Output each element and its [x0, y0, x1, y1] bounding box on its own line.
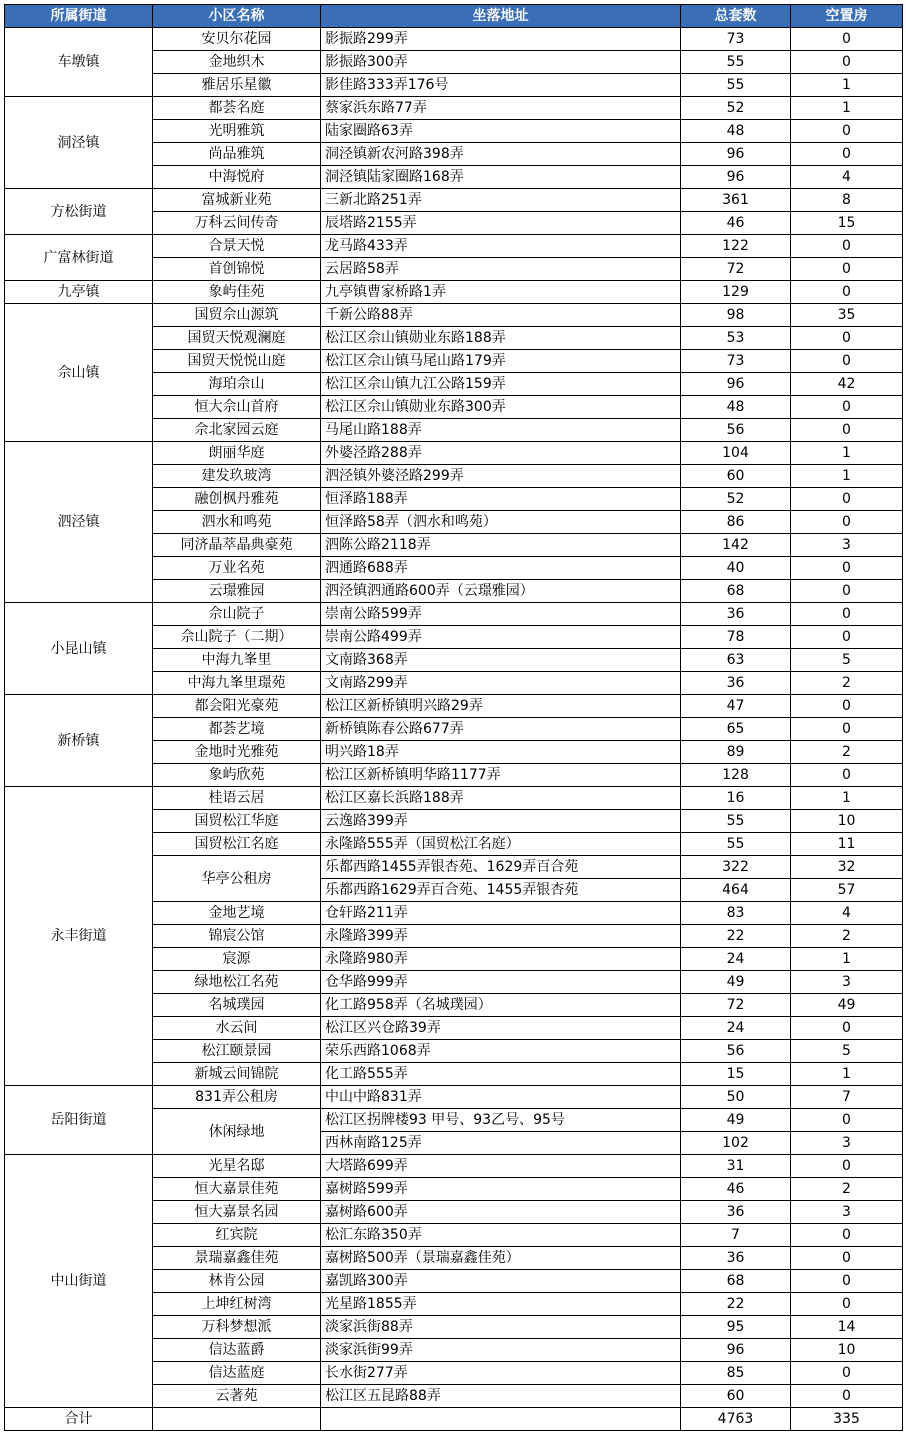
community-name-cell: 万业名苑: [153, 557, 321, 580]
total-units-cell: 36: [681, 672, 791, 695]
total-units-cell: 83: [681, 902, 791, 925]
vacant-units-cell: 0: [791, 281, 903, 304]
total-units-cell: 49: [681, 1109, 791, 1132]
vacant-units-cell: 3: [791, 1132, 903, 1155]
community-name-cell: 云著苑: [153, 1385, 321, 1408]
community-name-cell: 海珀佘山: [153, 373, 321, 396]
total-units-cell: 60: [681, 465, 791, 488]
header-name: 小区名称: [153, 5, 321, 28]
total-units-cell: 49: [681, 971, 791, 994]
total-units-cell: 464: [681, 879, 791, 902]
header-vacant: 空置房: [791, 5, 903, 28]
total-units-cell: 322: [681, 856, 791, 879]
vacant-units-cell: 14: [791, 1316, 903, 1339]
vacant-units-cell: 0: [791, 327, 903, 350]
total-units-cell: 86: [681, 511, 791, 534]
community-name-cell: 云璟雅园: [153, 580, 321, 603]
total-units-cell: 73: [681, 350, 791, 373]
community-name-cell: 中海悦府: [153, 166, 321, 189]
vacant-units-cell: 0: [791, 718, 903, 741]
street-cell: 岳阳街道: [5, 1086, 153, 1155]
address-cell: 龙马路433弄: [321, 235, 681, 258]
vacancy-table: [4, 4, 903, 1431]
table-row: [5, 442, 903, 465]
community-name-cell: 金地织木: [153, 51, 321, 74]
vacant-units-cell: 0: [791, 1224, 903, 1247]
total-units-cell: 48: [681, 120, 791, 143]
community-name-cell: 金地时光雅苑: [153, 741, 321, 764]
address-cell: 长水街277弄: [321, 1362, 681, 1385]
community-name-cell: 中海九峯里: [153, 649, 321, 672]
address-cell: 新桥镇陈春公路677弄: [321, 718, 681, 741]
vacant-units-cell: 0: [791, 120, 903, 143]
header-street: 所属街道: [5, 5, 153, 28]
address-cell: 泗通路688弄: [321, 557, 681, 580]
community-name-cell: 松江颐景园: [153, 1040, 321, 1063]
address-cell: 仓华路999弄: [321, 971, 681, 994]
community-name-cell: 富城新业苑: [153, 189, 321, 212]
community-name-cell: 佘北家园云庭: [153, 419, 321, 442]
address-cell: 松江区五昆路88弄: [321, 1385, 681, 1408]
total-units-cell: 22: [681, 925, 791, 948]
address-cell: 影佳路333弄176号: [321, 74, 681, 97]
vacant-units-cell: 0: [791, 28, 903, 51]
community-name-cell: 国贸松江名庭: [153, 833, 321, 856]
total-units-cell: 128: [681, 764, 791, 787]
total-row: [5, 1408, 903, 1431]
total-units-cell: 142: [681, 534, 791, 557]
total-units-cell: 46: [681, 212, 791, 235]
street-cell: 小昆山镇: [5, 603, 153, 695]
total-units-cell: 73: [681, 28, 791, 51]
total-units-cell: 22: [681, 1293, 791, 1316]
address-cell: 三新北路251弄: [321, 189, 681, 212]
street-cell: 永丰街道: [5, 787, 153, 1086]
address-cell: 泗泾镇外婆泾路299弄: [321, 465, 681, 488]
community-name-cell: 上坤红树湾: [153, 1293, 321, 1316]
address-cell: 嘉树路600弄: [321, 1201, 681, 1224]
vacant-units-cell: 57: [791, 879, 903, 902]
community-name-cell: 雅居乐星徽: [153, 74, 321, 97]
community-name-cell: 林肯公园: [153, 1270, 321, 1293]
address-cell: 蔡家浜东路77弄: [321, 97, 681, 120]
total-units-cell: 96: [681, 1339, 791, 1362]
total-units-cell: 60: [681, 1385, 791, 1408]
vacant-units-cell: 35: [791, 304, 903, 327]
address-cell: 泗陈公路2118弄: [321, 534, 681, 557]
vacant-units-cell: 1: [791, 74, 903, 97]
total-units-cell: 361: [681, 189, 791, 212]
address-cell: 马尾山路188弄: [321, 419, 681, 442]
community-name-cell: 锦宸公馆: [153, 925, 321, 948]
total-units-cell: 36: [681, 1201, 791, 1224]
community-name-cell: 水云间: [153, 1017, 321, 1040]
table-row: [5, 603, 903, 626]
community-name-cell: 融创枫丹雅苑: [153, 488, 321, 511]
address-cell: 化工路555弄: [321, 1063, 681, 1086]
address-cell: 明兴路18弄: [321, 741, 681, 764]
street-cell: 佘山镇: [5, 304, 153, 442]
total-units-cell: 85: [681, 1362, 791, 1385]
address-cell: 松江区佘山镇马尾山路179弄: [321, 350, 681, 373]
total-units-cell: 36: [681, 1247, 791, 1270]
total-units-cell: 50: [681, 1086, 791, 1109]
address-cell: 泗泾镇泗通路600弄（云璟雅园）: [321, 580, 681, 603]
vacant-units-cell: 3: [791, 534, 903, 557]
vacant-units-cell: 0: [791, 51, 903, 74]
community-name-cell: 光明雅筑: [153, 120, 321, 143]
vacant-units-cell: 0: [791, 143, 903, 166]
address-cell: 永隆路555弄（国贸松江名庭）: [321, 833, 681, 856]
address-cell: 文南路299弄: [321, 672, 681, 695]
community-name-cell: 国贸天悦观澜庭: [153, 327, 321, 350]
total-units-cell: 55: [681, 833, 791, 856]
vacant-units-cell: 15: [791, 212, 903, 235]
address-cell: 陆家圈路63弄: [321, 120, 681, 143]
community-name-cell: 象屿佳苑: [153, 281, 321, 304]
address-cell: 嘉树路599弄: [321, 1178, 681, 1201]
address-cell: 光星路1855弄: [321, 1293, 681, 1316]
address-cell: 松江区拐牌楼93 甲号、93乙号、95号: [321, 1109, 681, 1132]
street-cell: 方松街道: [5, 189, 153, 235]
vacant-units-cell: 0: [791, 603, 903, 626]
address-cell: 永隆路980弄: [321, 948, 681, 971]
community-name-cell: 红宾院: [153, 1224, 321, 1247]
table-row: [5, 1155, 903, 1178]
community-name-cell: 新城云间锦院: [153, 1063, 321, 1086]
header-total: 总套数: [681, 5, 791, 28]
address-cell: 永隆路399弄: [321, 925, 681, 948]
community-name-cell: 万科梦想派: [153, 1316, 321, 1339]
address-cell: 松江区兴仓路39弄: [321, 1017, 681, 1040]
address-cell: 千新公路88弄: [321, 304, 681, 327]
total-units-cell: 68: [681, 580, 791, 603]
address-cell: 嘉凯路300弄: [321, 1270, 681, 1293]
address-cell: 恒泽路188弄: [321, 488, 681, 511]
table-row: [5, 787, 903, 810]
community-name-cell: 景瑞嘉鑫佳苑: [153, 1247, 321, 1270]
street-cell: 泗泾镇: [5, 442, 153, 603]
table-row: [5, 304, 903, 327]
address-cell: 文南路368弄: [321, 649, 681, 672]
total-units-cell: 16: [681, 787, 791, 810]
street-cell: 九亭镇: [5, 281, 153, 304]
total-units-cell: 63: [681, 649, 791, 672]
community-name-cell: 名城璞园: [153, 994, 321, 1017]
total-units-cell: 48: [681, 396, 791, 419]
total-units-cell: 36: [681, 603, 791, 626]
total-units-cell: 24: [681, 948, 791, 971]
vacant-units-cell: 0: [791, 1109, 903, 1132]
community-name-cell: 宸源: [153, 948, 321, 971]
vacant-units-cell: 0: [791, 626, 903, 649]
community-name-cell: 国贸天悦悦山庭: [153, 350, 321, 373]
address-cell: 嘉树路500弄（景瑞嘉鑫佳苑）: [321, 1247, 681, 1270]
community-name-cell: 首创锦悦: [153, 258, 321, 281]
community-name-cell: 桂语云居: [153, 787, 321, 810]
table-row: [5, 97, 903, 120]
total-units-cell: 55: [681, 51, 791, 74]
community-name-cell: 金地艺境: [153, 902, 321, 925]
vacant-units-cell: 0: [791, 350, 903, 373]
total-units-cell: 102: [681, 1132, 791, 1155]
community-name-cell: 佘山院子: [153, 603, 321, 626]
community-name-cell: 831弄公租房: [153, 1086, 321, 1109]
vacant-units-cell: 1: [791, 465, 903, 488]
community-name-cell: 华亭公租房: [153, 856, 321, 902]
total-units-cell: 55: [681, 810, 791, 833]
vacant-units-cell: 2: [791, 925, 903, 948]
table-body: [5, 28, 903, 1408]
total-units-cell: 96: [681, 166, 791, 189]
address-cell: 荣乐西路1068弄: [321, 1040, 681, 1063]
total-units-cell: 40: [681, 557, 791, 580]
vacant-units-cell: 2: [791, 672, 903, 695]
address-cell: 洞泾镇新农河路398弄: [321, 143, 681, 166]
address-cell: 松江区佘山镇勋业东路300弄: [321, 396, 681, 419]
total-units-cell: 47: [681, 695, 791, 718]
total-units-cell: 24: [681, 1017, 791, 1040]
address-cell: 松江区佘山镇勋业东路188弄: [321, 327, 681, 350]
vacant-units-cell: 0: [791, 1247, 903, 1270]
community-name-cell: 都荟名庭: [153, 97, 321, 120]
vacant-units-cell: 0: [791, 1155, 903, 1178]
total-label: 合计: [5, 1408, 153, 1431]
vacant-units-cell: 0: [791, 258, 903, 281]
street-cell: 洞泾镇: [5, 97, 153, 189]
community-name-cell: 恒大佘山首府: [153, 396, 321, 419]
address-cell: 恒泽路58弄（泗水和鸣苑）: [321, 511, 681, 534]
total-address-empty: [321, 1408, 681, 1431]
street-cell: 车墩镇: [5, 28, 153, 97]
community-name-cell: 合景天悦: [153, 235, 321, 258]
address-cell: 云居路58弄: [321, 258, 681, 281]
vacant-units-cell: 49: [791, 994, 903, 1017]
community-name-cell: 国贸松江华庭: [153, 810, 321, 833]
total-units-cell: 7: [681, 1224, 791, 1247]
community-name-cell: 国贸佘山源筑: [153, 304, 321, 327]
address-cell: 大塔路699弄: [321, 1155, 681, 1178]
street-cell: 新桥镇: [5, 695, 153, 787]
total-units-cell: 52: [681, 488, 791, 511]
vacant-units-cell: 1: [791, 1063, 903, 1086]
address-cell: 松江区佘山镇九江公路159弄: [321, 373, 681, 396]
community-name-cell: 尚品雅筑: [153, 143, 321, 166]
community-name-cell: 恒大嘉景名园: [153, 1201, 321, 1224]
vacant-units-cell: 1: [791, 787, 903, 810]
vacant-units-cell: 0: [791, 695, 903, 718]
table-footer: [5, 1408, 903, 1431]
vacant-units-cell: 0: [791, 396, 903, 419]
community-name-cell: 都荟艺境: [153, 718, 321, 741]
community-name-cell: 象屿欣苑: [153, 764, 321, 787]
community-name-cell: 信达蓝爵: [153, 1339, 321, 1362]
vacant-units-cell: 1: [791, 948, 903, 971]
vacant-units-cell: 0: [791, 1017, 903, 1040]
address-cell: 九亭镇曹家桥路1弄: [321, 281, 681, 304]
vacant-units-cell: 0: [791, 1385, 903, 1408]
total-units-cell: 56: [681, 419, 791, 442]
table-row: [5, 189, 903, 212]
address-cell: 淡家浜街88弄: [321, 1316, 681, 1339]
vacant-units-cell: 5: [791, 1040, 903, 1063]
vacant-units-cell: 0: [791, 580, 903, 603]
total-units-cell: 46: [681, 1178, 791, 1201]
community-name-cell: 信达蓝庭: [153, 1362, 321, 1385]
community-name-cell: 绿地松江名苑: [153, 971, 321, 994]
total-units-cell: 72: [681, 258, 791, 281]
vacant-units-cell: 1: [791, 442, 903, 465]
address-cell: 崇南公路499弄: [321, 626, 681, 649]
total-units-cell: 104: [681, 442, 791, 465]
community-name-cell: 安贝尔花园: [153, 28, 321, 51]
address-cell: 松汇东路350弄: [321, 1224, 681, 1247]
community-name-cell: 都会阳光豪苑: [153, 695, 321, 718]
address-cell: 外婆泾路288弄: [321, 442, 681, 465]
total-units-cell: 15: [681, 1063, 791, 1086]
address-cell: 松江区新桥镇明兴路29弄: [321, 695, 681, 718]
community-name-cell: 同济晶萃晶典豪苑: [153, 534, 321, 557]
total-count: 4763: [681, 1408, 791, 1431]
vacant-units-cell: 0: [791, 419, 903, 442]
vacant-units-cell: 11: [791, 833, 903, 856]
vacant-units-cell: 1: [791, 97, 903, 120]
vacant-units-cell: 5: [791, 649, 903, 672]
total-units-cell: 96: [681, 373, 791, 396]
total-units-cell: 89: [681, 741, 791, 764]
total-units-cell: 98: [681, 304, 791, 327]
community-name-cell: 建发玖玻湾: [153, 465, 321, 488]
street-cell: 中山街道: [5, 1155, 153, 1408]
total-name-empty: [153, 1408, 321, 1431]
vacant-units-cell: 0: [791, 557, 903, 580]
table-row: [5, 281, 903, 304]
total-units-cell: 122: [681, 235, 791, 258]
table-row: [5, 1086, 903, 1109]
total-units-cell: 55: [681, 74, 791, 97]
vacant-units-cell: 7: [791, 1086, 903, 1109]
vacant-units-cell: 2: [791, 741, 903, 764]
community-name-cell: 泗水和鸣苑: [153, 511, 321, 534]
address-cell: 影振路299弄: [321, 28, 681, 51]
total-units-cell: 65: [681, 718, 791, 741]
vacant-units-cell: 2: [791, 1178, 903, 1201]
vacant-units-cell: 10: [791, 1339, 903, 1362]
address-cell: 化工路958弄（名城璞园）: [321, 994, 681, 1017]
address-cell: 仓轩路211弄: [321, 902, 681, 925]
vacant-units-cell: 4: [791, 166, 903, 189]
community-name-cell: 万科云间传奇: [153, 212, 321, 235]
total-units-cell: 96: [681, 143, 791, 166]
vacant-units-cell: 0: [791, 511, 903, 534]
vacant-units-cell: 32: [791, 856, 903, 879]
community-name-cell: 休闲绿地: [153, 1109, 321, 1155]
address-cell: 洞泾镇陆家圈路168弄: [321, 166, 681, 189]
address-cell: 辰塔路2155弄: [321, 212, 681, 235]
table-row: [5, 28, 903, 51]
total-units-cell: 31: [681, 1155, 791, 1178]
address-cell: 西林南路125弄: [321, 1132, 681, 1155]
vacant-units-cell: 0: [791, 1293, 903, 1316]
header-row: [5, 5, 903, 28]
vacant-units-cell: 3: [791, 971, 903, 994]
vacant-units-cell: 0: [791, 488, 903, 511]
vacant-units-cell: 0: [791, 235, 903, 258]
total-units-cell: 72: [681, 994, 791, 1017]
table-row: [5, 235, 903, 258]
street-cell: 广富林街道: [5, 235, 153, 281]
total-vacant: 335: [791, 1408, 903, 1431]
total-units-cell: 52: [681, 97, 791, 120]
table-row: [5, 695, 903, 718]
address-cell: 松江区嘉长浜路188弄: [321, 787, 681, 810]
vacant-units-cell: 10: [791, 810, 903, 833]
address-cell: 乐都西路1455弄银杏苑、1629弄百合苑: [321, 856, 681, 879]
table-header: [5, 5, 903, 28]
vacant-units-cell: 0: [791, 764, 903, 787]
total-units-cell: 95: [681, 1316, 791, 1339]
vacant-units-cell: 3: [791, 1201, 903, 1224]
total-units-cell: 56: [681, 1040, 791, 1063]
address-cell: 云逸路399弄: [321, 810, 681, 833]
address-cell: 乐都西路1629弄百合苑、1455弄银杏苑: [321, 879, 681, 902]
total-units-cell: 53: [681, 327, 791, 350]
address-cell: 中山中路831弄: [321, 1086, 681, 1109]
address-cell: 崇南公路599弄: [321, 603, 681, 626]
vacant-units-cell: 0: [791, 1362, 903, 1385]
address-cell: 松江区新桥镇明华路1177弄: [321, 764, 681, 787]
address-cell: 淡家浜街99弄: [321, 1339, 681, 1362]
vacant-units-cell: 4: [791, 902, 903, 925]
total-units-cell: 68: [681, 1270, 791, 1293]
total-units-cell: 129: [681, 281, 791, 304]
community-name-cell: 中海九峯里璟苑: [153, 672, 321, 695]
vacant-units-cell: 42: [791, 373, 903, 396]
community-name-cell: 光星名邸: [153, 1155, 321, 1178]
header-address: 坐落地址: [321, 5, 681, 28]
vacant-units-cell: 0: [791, 1270, 903, 1293]
total-units-cell: 78: [681, 626, 791, 649]
community-name-cell: 朗丽华庭: [153, 442, 321, 465]
address-cell: 影振路300弄: [321, 51, 681, 74]
vacant-units-cell: 8: [791, 189, 903, 212]
community-name-cell: 恒大嘉景佳苑: [153, 1178, 321, 1201]
community-name-cell: 佘山院子（二期）: [153, 626, 321, 649]
